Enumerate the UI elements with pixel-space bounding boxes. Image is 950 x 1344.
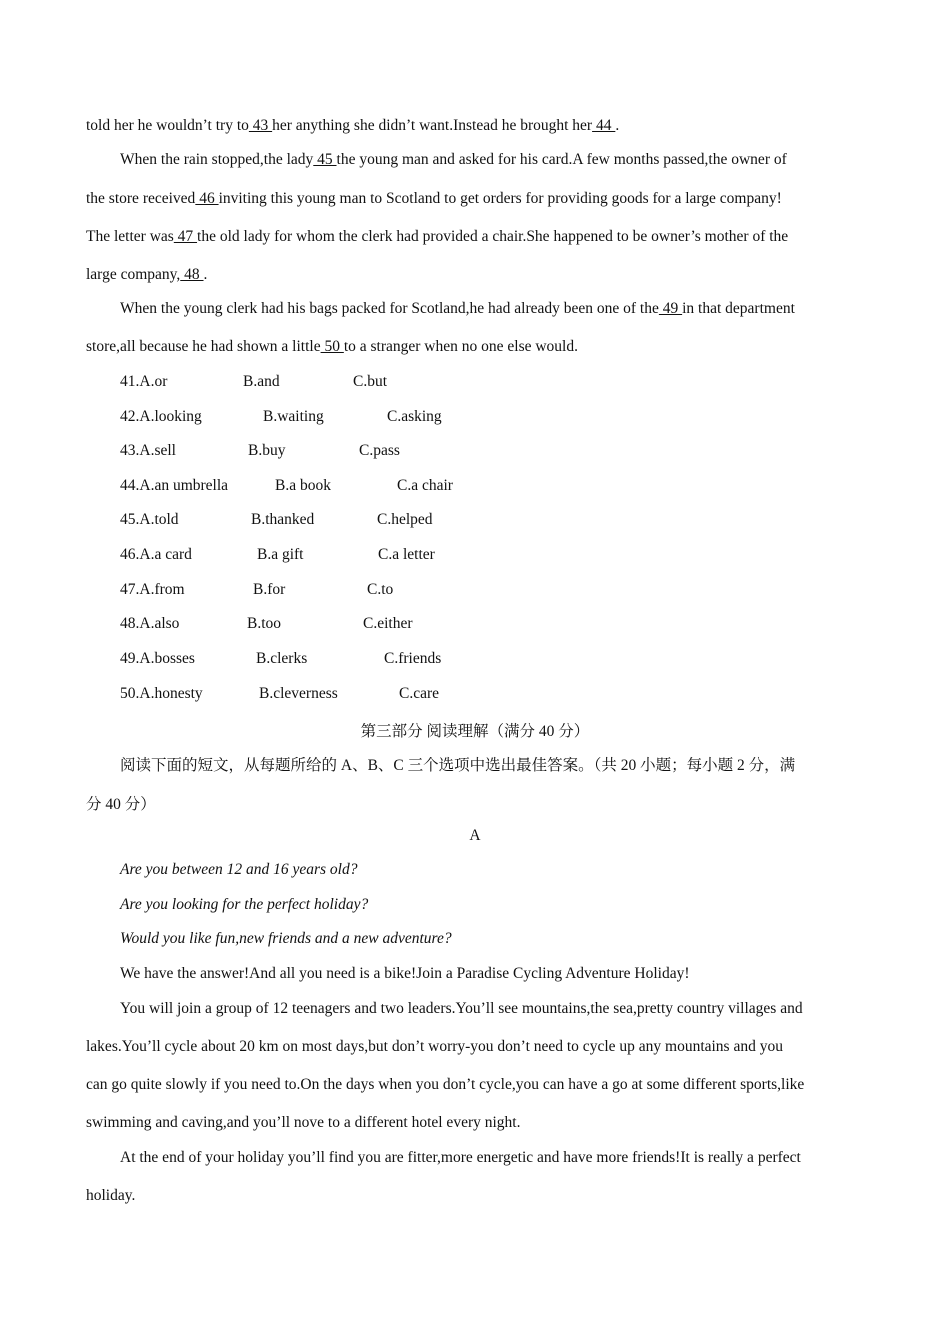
section-title: 第三部分 阅读理解（满分 40 分）	[360, 723, 590, 740]
option-c: C.pass	[359, 442, 400, 459]
option-c: C.a letter	[378, 546, 435, 563]
passage-label: A	[469, 827, 481, 844]
option-b: B.too	[247, 615, 282, 632]
text: inviting this young man to Scotland to get orders for providing goods for a large company!	[218, 190, 782, 207]
passage-paragraph: lakes.You’ll cycle about 20 km on most days,but don’t worry-you don’t need to cycle up any mountains and you	[86, 1038, 783, 1055]
option-b: B.and	[243, 373, 280, 390]
blank-50: 50	[320, 338, 344, 355]
option-c: C.care	[399, 685, 440, 702]
text: .	[203, 266, 208, 283]
blank-44: 44	[592, 117, 616, 134]
option-a: 46.A.a card	[120, 546, 192, 563]
section-instructions-cont: 分 40 分）	[86, 796, 156, 813]
option-a: 50.A.honesty	[120, 685, 203, 702]
passage-paragraph: swimming and caving,and you’ll nove to a different hotel every night.	[86, 1114, 521, 1131]
text: to a stranger when no one else would.	[343, 338, 578, 355]
option-c: C.friends	[384, 650, 442, 667]
passage-line	[86, 338, 578, 356]
passage-paragraph: At the end of your holiday you’ll find you are fitter,more energetic and have more friends!It is really a perfect	[120, 1149, 801, 1166]
option-c: C.to	[367, 581, 394, 598]
passage-paragraph: holiday.	[86, 1187, 136, 1204]
option-c: C.helped	[377, 511, 433, 528]
passage-line	[86, 228, 788, 246]
option-b: B.cleverness	[259, 685, 338, 702]
option-a: 43.A.sell	[120, 442, 176, 459]
option-c: C.either	[363, 615, 413, 632]
text: the store received	[86, 190, 196, 207]
option-a: 41.A.or	[120, 373, 168, 390]
text: told her he wouldn’t try to	[86, 117, 249, 134]
blank-48: 48	[180, 266, 204, 283]
option-a: 48.A.also	[120, 615, 180, 632]
option-c: C.a chair	[397, 477, 453, 494]
passage-line	[86, 117, 619, 135]
option-b: B.thanked	[251, 511, 315, 528]
passage-line	[86, 266, 207, 284]
text: The letter was	[86, 228, 174, 245]
passage-question: Are you between 12 and 16 years old?	[120, 861, 358, 878]
option-a: 42.A.looking	[120, 408, 202, 425]
option-b: B.for	[253, 581, 286, 598]
blank-47: 47	[173, 228, 198, 245]
section-instructions: 阅读下面的短文，从每题所给的 A、B、C 三个选项中选出最佳答案。（共 20 小题；每小题 2 分，满	[120, 757, 796, 774]
text: When the rain stopped,the lady	[120, 151, 314, 168]
text: the old lady for whom the clerk had provided a chair.She happened to be owner’s mother of the	[197, 228, 789, 245]
option-b: B.waiting	[263, 408, 324, 425]
option-b: B.a gift	[257, 546, 304, 563]
text: her anything she didn’t want.Instead he brought her	[272, 117, 593, 134]
option-a: 47.A.from	[120, 581, 185, 598]
passage-line	[120, 151, 787, 169]
passage-paragraph: You will join a group of 12 teenagers and two leaders.You’ll see mountains,the sea,pretty country villages and	[120, 1000, 803, 1017]
text: large company,	[86, 266, 181, 283]
option-c: C.asking	[387, 408, 442, 425]
blank-45: 45	[313, 151, 337, 168]
text: the young man and asked for his card.A few months passed,the owner of	[336, 151, 787, 168]
passage-line	[120, 300, 795, 318]
option-b: B.clerks	[256, 650, 308, 667]
passage-paragraph: can go quite slowly if you need to.On the days when you don’t cycle,you can have a go at some different sports,like	[86, 1076, 805, 1093]
text: in that department	[682, 300, 795, 317]
passage-line	[86, 190, 782, 208]
blank-46: 46	[195, 190, 219, 207]
text: When the young clerk had his bags packed for Scotland,he had already been one of the	[120, 300, 659, 317]
blank-43: 43	[248, 117, 273, 134]
passage-question: Would you like fun,new friends and a new adventure?	[120, 930, 452, 947]
option-a: 49.A.bosses	[120, 650, 195, 667]
option-b: B.buy	[248, 442, 286, 459]
passage-paragraph: We have the answer!And all you need is a bike!Join a Paradise Cycling Adventure Holiday!	[120, 965, 690, 982]
option-c: C.but	[353, 373, 388, 390]
option-b: B.a book	[275, 477, 331, 494]
passage-question: Are you looking for the perfect holiday?	[120, 896, 369, 913]
text: .	[615, 117, 620, 134]
blank-49: 49	[658, 300, 683, 317]
text: store,all because he had shown a little	[86, 338, 321, 355]
option-a: 44.A.an umbrella	[120, 477, 229, 494]
option-a: 45.A.told	[120, 511, 179, 528]
